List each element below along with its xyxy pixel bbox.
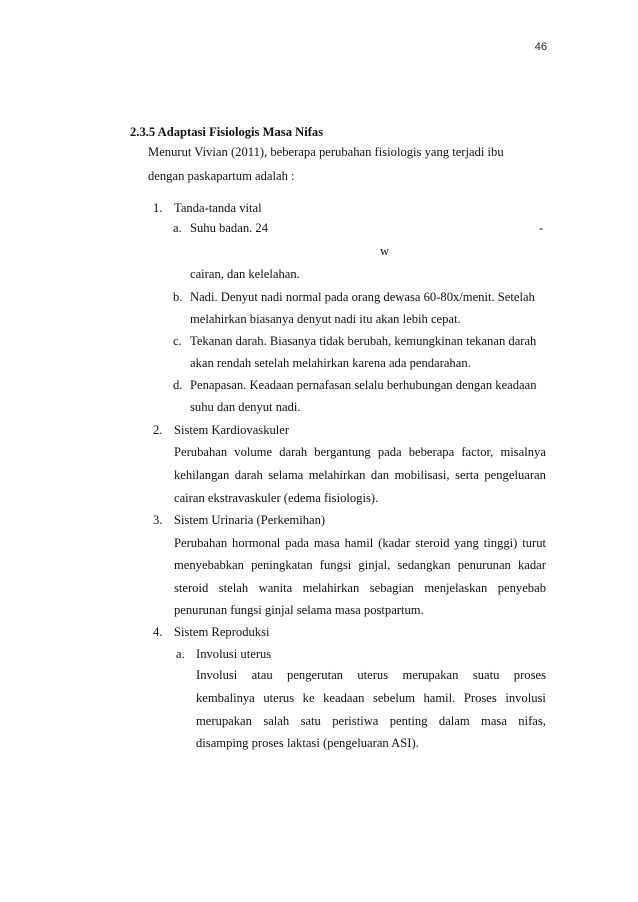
- item-1c-line1: Tekanan darah. Biasanya tidak berubah, kemungkinan tekanan darah: [190, 334, 537, 348]
- item-1a-line1: Suhu badan. 24: [190, 221, 269, 235]
- item-1a-fragment: w: [380, 244, 390, 258]
- item-4a-title: Involusi uterus: [196, 647, 272, 661]
- item-3-title: Sistem Urinaria (Perkemihan): [174, 513, 326, 527]
- item-1d-line2: suhu dan denyut nadi.: [190, 400, 301, 414]
- item-1c-line2: akan rendah setelah melahirkan karena ada pendarahan.: [190, 356, 471, 370]
- item-4a-line-1: Involusi atau pengerutan uterus merupakan suatu proses: [196, 668, 546, 682]
- item-3-line-2: menyebabkan peningkatan fungsi ginjal, sedangkan penurunan kadar: [174, 558, 546, 572]
- item-4-title: Sistem Reproduksi: [174, 625, 270, 639]
- item-2-title: Sistem Kardiovaskuler: [174, 423, 290, 437]
- item-1d-line1: Penapasan. Keadaan pernafasan selalu berhubungan dengan keadaan: [190, 378, 537, 392]
- item-2-line-3: cairan ekstravaskuler (edema fisiologis).: [174, 491, 379, 505]
- item-1a-line2: cairan, dan kelelahan.: [190, 267, 300, 281]
- item-1b-line2: melahirkan biasanya denyut nadi itu akan lebih cepat.: [190, 312, 461, 326]
- item-2-marker: 2.: [153, 423, 163, 437]
- item-2-line-1: Perubahan volume darah bergantung pada beberapa factor, misalnya: [174, 445, 546, 459]
- item-2-line-2: kehilangan darah selama melahirkan dan mobilisasi, serta pengeluaran: [174, 468, 546, 482]
- item-1c-marker: c.: [173, 334, 182, 348]
- item-3-marker: 3.: [153, 513, 163, 527]
- item-4a-line-3: merupakan salah satu peristiwa penting dalam masa nifas,: [196, 714, 546, 728]
- intro-line-1: Menurut Vivian (2011), beberapa perubahan fisiologis yang terjadi ibu: [148, 145, 504, 159]
- item-1a-marker: a.: [173, 221, 182, 235]
- item-1-marker: 1.: [153, 201, 163, 215]
- item-3-line-1: Perubahan hormonal pada masa hamil (kadar steroid yang tinggi) turut: [174, 536, 546, 550]
- section-heading: 2.3.5 Adaptasi Fisiologis Masa Nifas: [130, 125, 324, 139]
- item-1-title: Tanda-tanda vital: [174, 201, 262, 215]
- item-4a-marker: a.: [176, 647, 185, 661]
- item-4a-line-4: disamping proses laktasi (pengeluaran ASI).: [196, 736, 419, 750]
- item-3-line-4: penurunan fungsi ginjal selama masa postpartum.: [174, 603, 424, 617]
- page-number: 46: [534, 41, 547, 53]
- item-1b-line1: Nadi. Denyut nadi normal pada orang dewasa 60-80x/menit. Setelah: [190, 290, 535, 304]
- item-4-marker: 4.: [153, 625, 163, 639]
- item-1d-marker: d.: [173, 378, 183, 392]
- item-4a-line-2: kembalinya uterus ke keadaan sebelum hamil. Proses involusi: [196, 691, 546, 705]
- item-1a-line1-dash: -: [539, 221, 544, 235]
- item-1b-marker: b.: [173, 290, 183, 304]
- intro-line-2: dengan paskapartum adalah :: [148, 169, 295, 183]
- item-3-line-3: steroid stelah wanita melahirkan sebagian menjelaskan penyebab: [174, 581, 546, 595]
